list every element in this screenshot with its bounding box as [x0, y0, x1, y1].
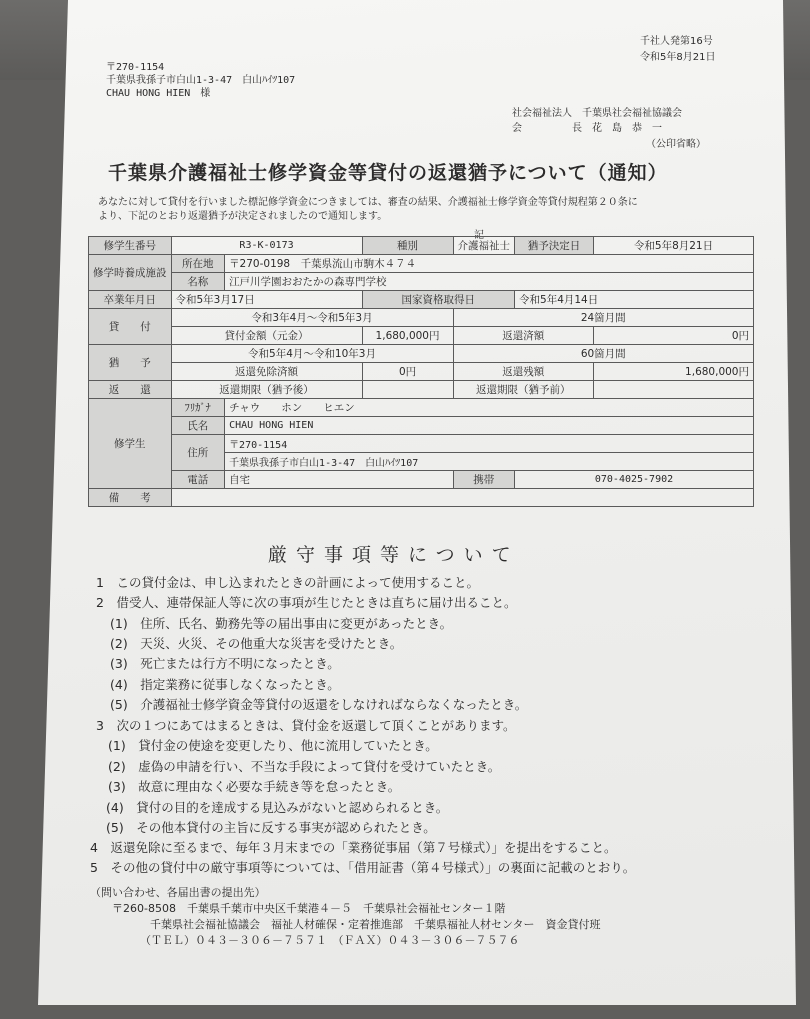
loan-months: 24箇月間	[453, 309, 753, 327]
recipient-postal: 〒270-1154	[106, 62, 165, 73]
furigana-value: チャウ ホン ヒエン	[225, 399, 754, 417]
remarks-label: 備 考	[89, 489, 172, 507]
exempt-amount-value: 0円	[362, 363, 453, 381]
decision-date-label: 猶予決定日	[515, 237, 594, 255]
contact-phone-fax: （ＴＥＬ）０４３－３０６－７５７１ （ＦＡＸ）０４３－３０６－７５７６	[140, 934, 520, 947]
rules-heading: 厳守事項等について	[268, 544, 520, 566]
table-row	[89, 399, 754, 417]
intro-line-2: より、下記のとおり返還猶予が決定されましたので通知します。	[98, 211, 388, 222]
table-row	[89, 345, 754, 363]
rule-3: 3 次の１つにあてはまるときは、貸付金を返還して頂くことがあります。	[96, 718, 516, 733]
license-date-value: 令和5年4月14日	[515, 291, 754, 309]
loan-amount-value: 1,680,000円	[362, 327, 453, 345]
school-name-value: 江戸川学園おおたかの森専門学校	[225, 273, 754, 291]
rule-2-1: (1) 住所、氏名、勤務先等の届出事由に変更があったとき。	[110, 616, 453, 631]
table-row	[89, 471, 754, 489]
recipient-address: 千葉県我孫子市白山1-3-47 白山ﾊｲﾂ107	[106, 75, 296, 86]
rule-2-2: (2) 天災、火災、その他重大な災害を受けたとき。	[110, 636, 403, 651]
table-row	[89, 237, 754, 255]
rule-3-1: (1) 貸付金の使途を変更したり、他に流用していたとき。	[108, 738, 438, 753]
sender-organization: 社会福祉法人 千葉県社会福祉協議会	[512, 108, 682, 119]
license-date-label: 国家資格取得日	[362, 291, 514, 309]
repaid-amount-label: 返還済額	[453, 327, 594, 345]
student-address-value: 千葉県我孫子市白山1-3-47 白山ﾊｲﾂ107	[225, 453, 754, 471]
due-before-deferral-label: 返還期限（猶予前）	[453, 381, 594, 399]
rule-2-3: (3) 死亡または行方不明になったとき。	[110, 656, 340, 671]
table-row	[89, 417, 754, 435]
due-after-deferral-label: 返還期限（猶予後）	[171, 381, 362, 399]
phone-label: 電話	[171, 471, 225, 489]
rule-3-5: (5) その他本貸付の主旨に反する事実が認められたとき。	[106, 820, 436, 835]
balance-value: 1,680,000円	[594, 363, 754, 381]
document-title: 千葉県介護福祉士修学資金等貸付の返還猶予について（通知）	[108, 162, 668, 184]
student-name-value: CHAU HONG HIEN	[225, 417, 754, 435]
contact-address: 〒260-8508 千葉県千葉市中央区千葉港４－５ 千葉県社会福祉センター１階	[112, 902, 506, 915]
table-row	[89, 291, 754, 309]
table-row	[89, 363, 754, 381]
loan-details-table	[88, 236, 754, 507]
type-label: 種別	[362, 237, 453, 255]
rule-2-4: (4) 指定業務に従事しなくなったとき。	[110, 677, 340, 692]
home-phone-label: 自宅	[225, 471, 453, 489]
repayment-label: 返 還	[89, 381, 172, 399]
contact-department: 千葉県社会福祉協議会 福祉人材確保・定着推進部 千葉県福祉人材センター 資金貸付班	[150, 918, 601, 931]
deferral-period: 令和5年4月～令和10年3月	[171, 345, 453, 363]
loan-amount-label: 貸付金額（元金）	[171, 327, 362, 345]
student-label: 修学生	[89, 399, 172, 489]
mobile-value: 070-4025-7902	[515, 471, 754, 489]
table-row	[89, 255, 754, 273]
repaid-amount-value: 0円	[594, 327, 754, 345]
student-address-label: 住所	[171, 435, 225, 471]
location-value: 〒270-0198 千葉県流山市駒木４７４	[225, 255, 754, 273]
decision-date-value: 令和5年8月21日	[594, 237, 754, 255]
mobile-label: 携帯	[453, 471, 515, 489]
table-row	[89, 381, 754, 399]
table-row	[89, 489, 754, 507]
exempt-amount-label: 返還免除済額	[171, 363, 362, 381]
document-number: 千社人発第16号	[640, 36, 713, 47]
deferral-months: 60箇月間	[453, 345, 753, 363]
loan-period: 令和3年4月～令和5年3月	[171, 309, 453, 327]
deferral-label: 猶 予	[89, 345, 172, 381]
rule-1: 1 この貸付金は、申し込まれたときの計画によって使用すること。	[96, 575, 479, 590]
student-address-postal: 〒270-1154	[225, 435, 754, 453]
graduation-date-value: 令和5年3月17日	[171, 291, 362, 309]
graduation-date-label: 卒業年月日	[89, 291, 172, 309]
student-name-label: 氏名	[171, 417, 225, 435]
student-number-label: 修学生番号	[89, 237, 172, 255]
table-row	[89, 273, 754, 291]
furigana-label: ﾌﾘｶﾞﾅ	[171, 399, 225, 417]
contact-heading: （問い合わせ、各届出書の提出先）	[90, 886, 266, 899]
facility-label: 修学時養成施設	[89, 255, 172, 291]
student-number-value: R3-K-0173	[171, 237, 362, 255]
table-row	[89, 309, 754, 327]
document-date: 令和5年8月21日	[640, 52, 716, 63]
rule-3-3: (3) 故意に理由なく必要な手続き等を怠ったとき。	[108, 779, 401, 794]
rule-2: 2 借受人、連帯保証人等に次の事項が生じたときは直ちに届け出ること。	[96, 595, 517, 610]
seal-omitted-note: （公印省略）	[646, 139, 706, 150]
recipient-name: CHAU HONG HIEN 様	[106, 88, 211, 99]
rule-3-2: (2) 虚偽の申請を行い、不当な手段によって貸付を受けていたとき。	[108, 759, 501, 774]
balance-label: 返還残額	[453, 363, 594, 381]
rule-4: 4 返還免除に至るまで、毎年３月末までの「業務従事届（第７号様式）」を提出をすること。	[90, 840, 617, 855]
loan-label: 貸 付	[89, 309, 172, 345]
rule-2-5: (5) 介護福祉士修学資金等貸付の返還をしなければならなくなったとき。	[110, 697, 528, 712]
sender-president: 会 長 花 島 恭 一	[512, 123, 662, 134]
table-row	[89, 327, 754, 345]
school-name-label: 名称	[171, 273, 225, 291]
rule-5: 5 その他の貸付中の厳守事項等については、「借用証書（第４号様式）」の裏面に記載のとおり。	[90, 860, 636, 875]
intro-line-1: あなたに対して貸付を行いました標記修学資金につきましては、審査の結果、介護福祉士修学資金等貸付規程第２０条に	[98, 197, 638, 208]
type-value: 介護福祉士	[453, 237, 515, 255]
ki-marker: 記	[474, 230, 484, 241]
rule-3-4: (4) 貸付の目的を達成する見込みがないと認められるとき。	[106, 800, 449, 815]
location-label: 所在地	[171, 255, 225, 273]
table-row	[89, 435, 754, 453]
